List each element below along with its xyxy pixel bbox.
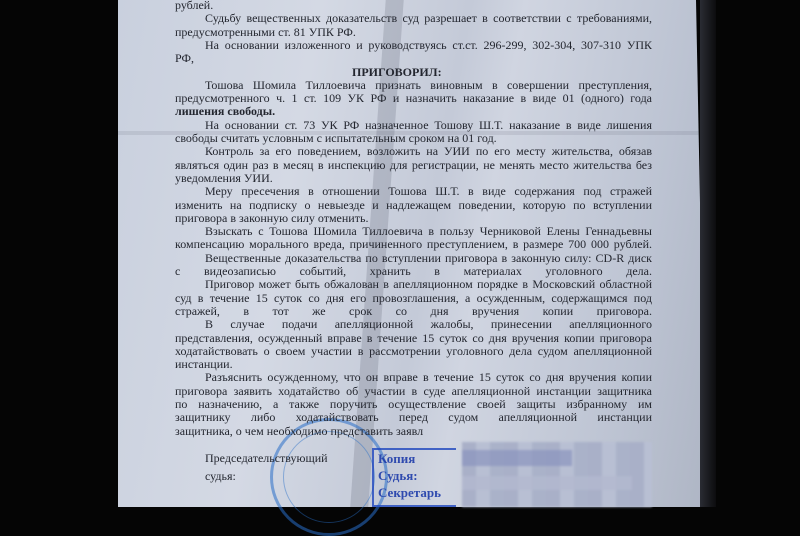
document-line: РФ, (175, 51, 194, 65)
document-line: свободы считать условным с испытательным сроком на 01 год. (175, 131, 497, 145)
document-line: предусмотренными ст. 81 УПК РФ. (175, 25, 356, 39)
document-line: На основании ст. 73 УК РФ назначенное Тошову Ш.Т. наказание в виде лишения (205, 118, 652, 132)
document-line: компенсацию морального вреда, причиненного преступлением, в размере 700 000 рублей. (175, 237, 652, 251)
document-line: лишения свободы. (175, 104, 276, 118)
signature-title: Председательствующий (205, 451, 328, 465)
document-line: Контроль за его поведением, возложить на УИИ по его месту жительства, обязав (205, 144, 652, 158)
document-line: Судьбу вещественных доказательств суд разрешает в соответствии с требованиями, (205, 11, 652, 25)
document-line: приговора заявить ходатайство об участии в суде апелляционной инстанции защитника (175, 384, 652, 398)
copy-stamp-judge: Судья: (378, 468, 418, 483)
page-edge-shadow (700, 0, 716, 507)
document-line: изменить на подписку о невыезде и надлежащем поведении, которую по вступлении (175, 198, 652, 212)
document-line: ходатайствовать о своем участии в рассмотрении уголовного дела судом апелляционной (175, 344, 652, 358)
document-line: уведомления УИИ. (175, 171, 273, 185)
redacted-area (462, 442, 652, 507)
document-line: защитнику либо ходатайствовать перед судом апелляционной инстанции (175, 410, 652, 424)
verdict-heading: ПРИГОВОРИЛ: (352, 65, 442, 79)
document-line: Приговор может быть обжалован в апелляционном порядке в Московский областной (205, 277, 652, 291)
copy-stamp (372, 448, 456, 507)
document-line: стражей, в тот же срок со дня вручения копии приговора. (175, 304, 652, 318)
document-line: являться один раз в месяц в инспекцию для регистрации, не менять место жительства без (175, 158, 652, 172)
document-line: Меру пресечения в отношении Тошова Ш.Т. в виде содержания под стражей (205, 184, 652, 198)
document-line: приговора в законную силу отменить. (175, 211, 369, 225)
document-line: В случае подачи апелляционной жалобы, принесении апелляционного (205, 317, 652, 331)
document-line: защитника, о чем необходимо представить заявл (175, 424, 424, 438)
copy-stamp-secretary: Секретарь (378, 485, 441, 500)
document-line: предусмотренного ч. 1 ст. 109 УК РФ и назначить наказание в виде 01 (одного) года (175, 91, 652, 105)
document-line: Тошова Шомила Тиллоевича признать виновным в совершении преступления, (205, 78, 652, 92)
copy-stamp-title: Копия (378, 451, 416, 466)
document-line: суд в течение 15 суток со дня его провозглашения, а осужденным, содержащимся под (175, 291, 652, 305)
document-line: Вещественные доказательства по вступлении приговора в законную силу: CD-R диск (205, 251, 652, 265)
document-line: рублей. (175, 0, 214, 12)
document-line: представления, осужденный вправе в течение 15 суток со дня вручения копии приговора (175, 331, 652, 345)
signature-judge-label: судья: (205, 469, 236, 483)
document-line: Взыскать с Тошова Шомила Тиллоевича в пользу Черниковой Елены Геннадьевны (205, 224, 652, 238)
document-line: по назначению, а также поручить осуществление своей защиты избранному им (175, 397, 652, 411)
document-line: На основании изложенного и руководствуясь ст.ст. 296-299, 302-304, 307-310 УПК (205, 38, 652, 52)
document-line: инстанции. (175, 357, 233, 371)
document-line: Разъяснить осужденному, что он вправе в течение 15 суток со дня вручения копии (205, 370, 652, 384)
document-line: с видеозаписью событий, хранить в материалах уголовного дела. (175, 264, 652, 278)
